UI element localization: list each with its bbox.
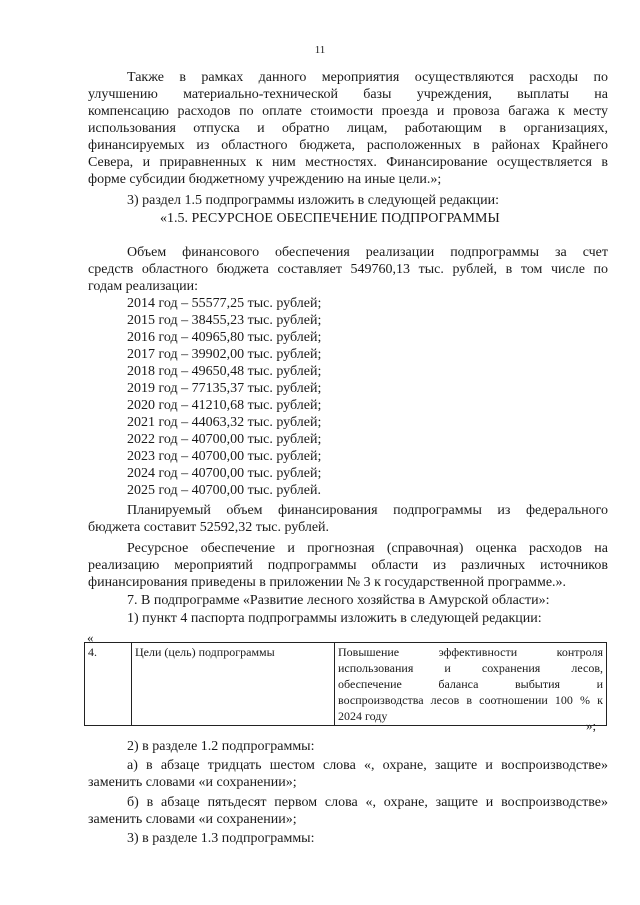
year-line: 2023 год – 40700,00 тыс. рублей; bbox=[127, 449, 322, 464]
item-2-text: 2) в разделе 1.2 подпрограммы: bbox=[127, 739, 315, 754]
intro-line-3: компенсацию расходов по оплате стоимости проезда и провоза багажа к месту bbox=[88, 104, 608, 119]
year-line: 2021 год – 44063,32 тыс. рублей; bbox=[127, 415, 322, 430]
year-line: 2016 год – 40965,80 тыс. рублей; bbox=[127, 330, 322, 345]
resource-line-1: Ресурсное обеспечение и прогнозная (справочная) оценка расходов на bbox=[127, 541, 608, 556]
intro-line-2: улучшению материально-технической базы учреждения, выплаты на bbox=[88, 87, 608, 102]
item-a-line-2: заменить словами «и сохранении»; bbox=[88, 775, 297, 790]
funding-line-2: средств областного бюджета составляет 549760,13 тыс. рублей, в том числе по bbox=[88, 262, 608, 277]
year-line: 2025 год – 40700,00 тыс. рублей. bbox=[127, 483, 321, 498]
table-cell-number: 4. bbox=[85, 643, 132, 726]
federal-line-1: Планируемый объем финансирования подпрограммы из федерального bbox=[127, 503, 608, 518]
year-line: 2019 год – 77135,37 тыс. рублей; bbox=[127, 381, 322, 396]
federal-line-2: бюджета составит 52592,32 тыс. рублей. bbox=[88, 520, 330, 535]
table-value-line: 2024 году bbox=[338, 709, 388, 723]
intro-line-6: Севера, и приравненных к ним местностях. Финансирование осуществляется в bbox=[88, 155, 608, 170]
item-b-line-1: б) в абзаце пятьдесят первом слова «, охране, защите и воспроизводстве» bbox=[127, 795, 608, 810]
page-number: 11 bbox=[314, 44, 326, 56]
funding-line-3: годам реализации: bbox=[88, 279, 198, 294]
year-line: 2014 год – 55577,25 тыс. рублей; bbox=[127, 296, 322, 311]
table-row bbox=[85, 643, 607, 726]
year-line: 2018 год – 49650,48 тыс. рублей; bbox=[127, 364, 322, 379]
year-line: 2015 год – 38455,23 тыс. рублей; bbox=[127, 313, 322, 328]
item-3b-text: 3) в разделе 1.3 подпрограммы: bbox=[127, 831, 315, 846]
item-a-line-1: а) в абзаце тридцать шестом слова «, охране, защите и воспроизводстве» bbox=[127, 758, 608, 773]
item-b-line-2: заменить словами «и сохранении»; bbox=[88, 812, 297, 827]
intro-line-1: Также в рамках данного мероприятия осуществляются расходы по bbox=[127, 70, 608, 85]
item-3-text: 3) раздел 1.5 подпрограммы изложить в следующей редакции: bbox=[127, 193, 500, 208]
intro-line-4: использования отпуска и обратно лицам, работающим в организациях, bbox=[88, 121, 608, 136]
intro-line-5: финансируемых из областного бюджета, расположенных в районах Крайнего bbox=[88, 138, 608, 153]
table-cell-label: Цели (цель) подпрограммы bbox=[132, 643, 335, 726]
quote-open: « bbox=[87, 630, 94, 645]
table-cell-value bbox=[335, 643, 607, 726]
quote-close: »; bbox=[586, 718, 597, 733]
item-1-text: 1) пункт 4 паспорта подпрограммы изложить в следующей редакции: bbox=[127, 611, 542, 626]
table-value-line: использования и сохранения лесов, bbox=[338, 661, 603, 675]
item-7-text: 7. В подпрограмме «Развитие лесного хозяйства в Амурской области»: bbox=[127, 593, 550, 608]
intro-line-7: форме субсидии бюджетному учреждению на иные цели.»; bbox=[88, 172, 442, 187]
resource-line-3: финансирования приведены в приложении № 3 к государственной программе.». bbox=[88, 575, 567, 590]
table-value-line: обеспечение баланса выбытия и bbox=[338, 677, 603, 691]
table-value-line: воспроизводства лесов в соотношении 100 % к bbox=[338, 693, 603, 707]
year-line: 2024 год – 40700,00 тыс. рублей; bbox=[127, 466, 322, 481]
passport-table bbox=[84, 642, 607, 726]
year-line: 2020 год – 41210,68 тыс. рублей; bbox=[127, 398, 322, 413]
resource-line-2: реализацию мероприятий подпрограммы области из различных источников bbox=[88, 558, 608, 573]
year-line: 2022 год – 40700,00 тыс. рублей; bbox=[127, 432, 322, 447]
section-heading: «1.5. РЕСУРСНОЕ ОБЕСПЕЧЕНИЕ ПОДПРОГРАММЫ bbox=[160, 211, 500, 226]
table-value-line: Повышение эффективности контроля bbox=[338, 645, 603, 659]
funding-line-1: Объем финансового обеспечения реализации подпрограммы за счет bbox=[127, 245, 608, 260]
year-line: 2017 год – 39902,00 тыс. рублей; bbox=[127, 347, 322, 362]
